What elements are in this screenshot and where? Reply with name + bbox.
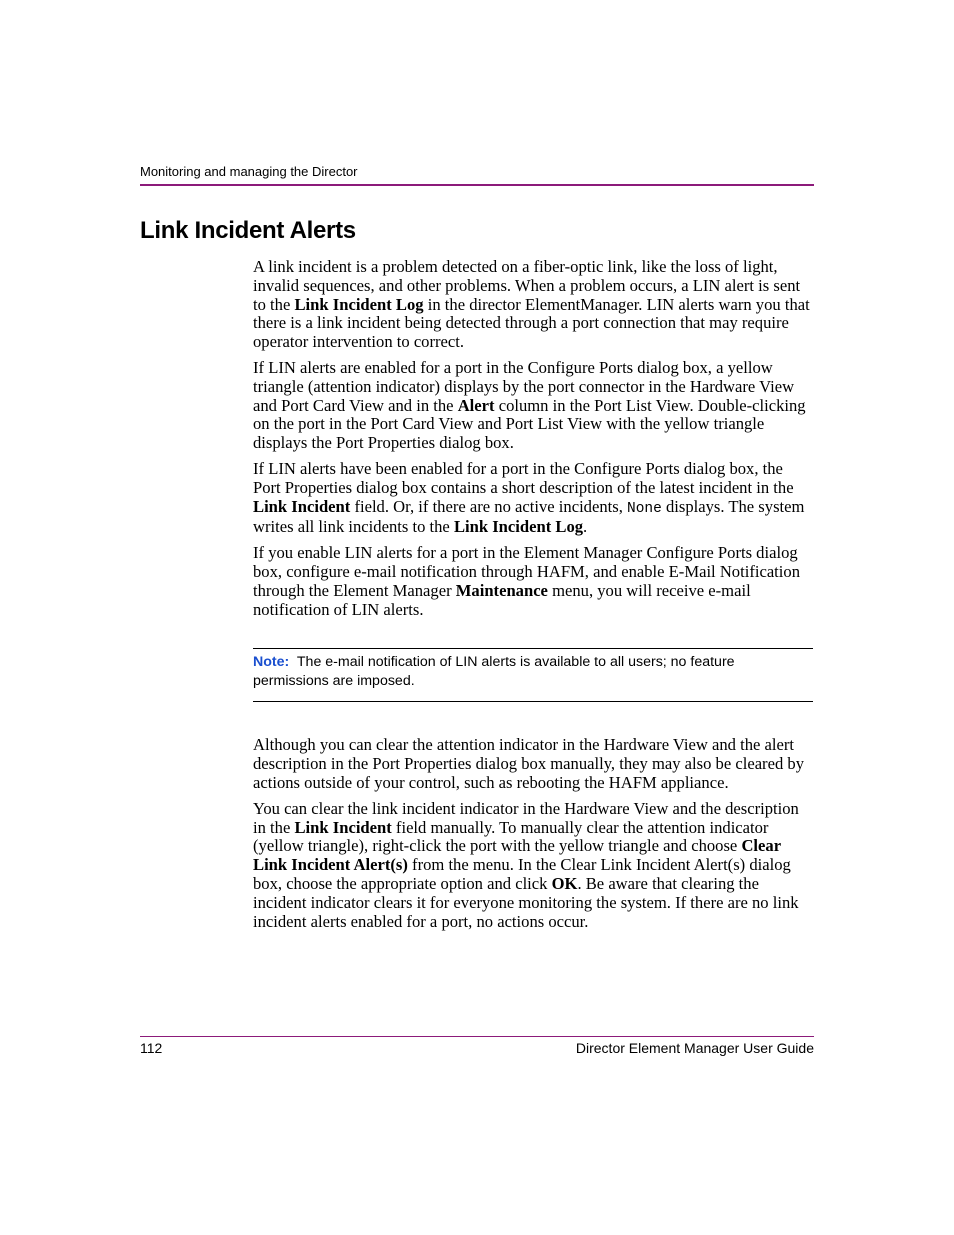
text-run: displays. The system writes all link incidents to the [253, 496, 805, 537]
text-run: field manually. To manually clear the attention indicator (yellow triangle), right-click the port with the yellow triangle and choose [253, 817, 769, 856]
paragraph-5 [253, 736, 813, 792]
text-run: field. Or, if there are no active incidents, [350, 496, 628, 516]
paragraph-1 [253, 258, 813, 352]
text-run: column in the Port List View. Double-clicking on the port in the Port Card View and Port List View with the yellow triangle displays the Port Properties dialog box. [253, 395, 806, 453]
document-title: Director Element Manager User Guide [575, 1040, 814, 1056]
header-rule [140, 184, 814, 186]
page-number: 112 [140, 1040, 163, 1056]
note-box [253, 648, 813, 702]
note-label: Note: [253, 654, 290, 671]
text-run: Although you can clear the attention indicator in the Hardware View and the alert description in the Port Properties dialog box manually, they may also be cleared by actions outside of your control, such as rebooting the HAFM appliance. [253, 735, 804, 792]
text-run: in the director ElementManager. LIN alerts warn you that there is a link incident being detected through a port connection that may require operator intervention to correct. [253, 294, 810, 352]
text-run: If LIN alerts have been enabled for a port in the Configure Ports dialog box, the Port Properties dialog box contains a short description of the latest incident in the [253, 458, 794, 497]
footer-rule [140, 1036, 814, 1037]
note-text: The e-mail notification of LIN alerts is available to all users; no feature permissions are imposed. [253, 654, 739, 689]
paragraph-6 [253, 800, 813, 932]
text-run: . [583, 517, 588, 537]
paragraph-2 [253, 359, 813, 453]
text-run: menu, you will receive e-mail notification of LIN alerts. [253, 580, 751, 619]
text-run: You can clear the link incident indicator in the Hardware View and the description in the [253, 798, 799, 837]
bold-term: Link Incident [253, 496, 351, 516]
paragraph-4 [253, 544, 813, 619]
bold-term: Clear Link Incident Alert(s) [253, 836, 781, 875]
bold-term: OK [551, 873, 578, 893]
body-text [253, 258, 813, 938]
text-run: . Be aware that clearing the incident indicator clears it for everyone monitoring the system. If there are no link incident alerts enabled for a port, no actions occur. [253, 873, 799, 931]
running-header: Monitoring and managing the Director [140, 164, 358, 179]
text-run: A link incident is a problem detected on a fiber-optic link, like the loss of light, invalid sequences, and other problems. When a problem occurs, a LIN alert is sent to the [253, 257, 801, 314]
paragraph-3 [253, 460, 813, 537]
bold-term: Alert [457, 395, 495, 415]
section-title: Link Incident Alerts [140, 217, 356, 244]
bold-term: Maintenance [455, 580, 548, 600]
text-run: If you enable LIN alerts for a port in the Element Manager Configure Ports dialog box, configure e-mail notification through HAFM, and enable E-Mail Notification through the Element Manager [253, 543, 800, 600]
bold-term: Link Incident Log [453, 517, 584, 537]
text-run: from the menu. In the Clear Link Incident Alert(s) dialog box, choose the appropriate option and click [253, 855, 791, 893]
bold-term: Link Incident [294, 817, 392, 837]
bold-term: Link Incident Log [294, 294, 424, 314]
code-term: None [627, 500, 662, 517]
text-run: If LIN alerts are enabled for a port in the Configure Ports dialog box, a yellow triangle (attention indicator) displays by the port connector in the Hardware View and Port Card View and in the [253, 357, 795, 415]
